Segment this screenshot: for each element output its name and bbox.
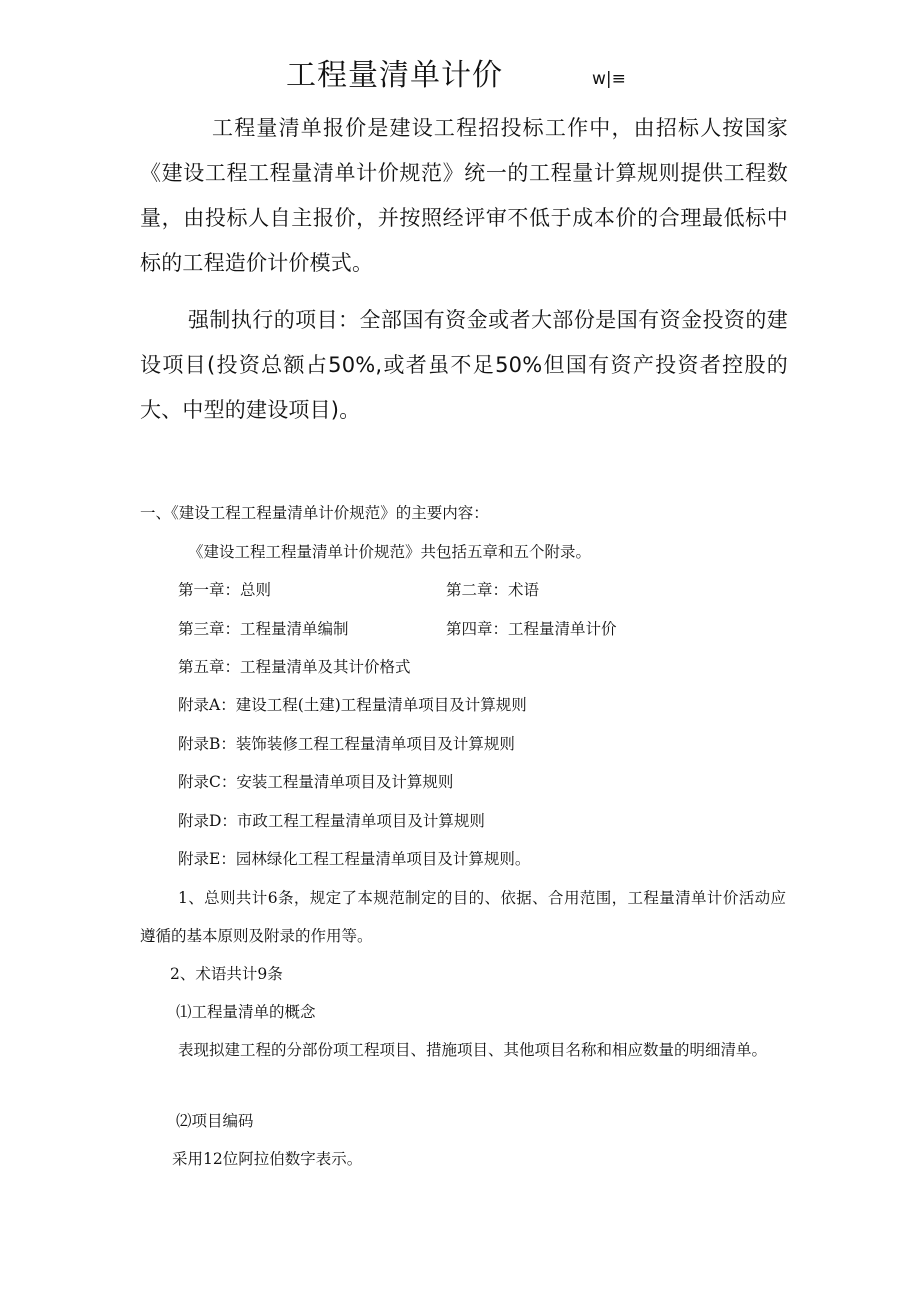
sub-1-title: ⑴工程量清单的概念 <box>176 1003 316 1021</box>
sub-2-text: 采用12位阿拉伯数字表示。 <box>172 1150 363 1168</box>
section-heading: 一、《建设工程工程量清单计价规范》的主要内容： <box>140 504 489 522</box>
chapter-5: 第五章：工程量清单及其计价格式 <box>178 658 411 676</box>
page-title: 工程量清单计价 <box>286 58 503 93</box>
appendix-a: 附录A：建设工程(土建)工程量清单项目及计算规则 <box>178 696 527 714</box>
appendix-c: 附录C：安装工程量清单项目及计算规则 <box>178 773 454 791</box>
sub-1-text: 表现拟建工程的分部份项工程项目、措施项目、其他项目名称和相应数量的明细清单。 <box>178 1041 768 1059</box>
appendix-d: 附录D：市政工程工程量清单项目及计算规则 <box>178 812 485 830</box>
item-1-text: 1、总则共计6条，规定了本规范制定的目的、依据、合用范围，工程量清单计价活动应遵循的基本原则及附录的作用等。 <box>140 889 786 945</box>
chapter-2: 第二章：术语 <box>446 581 540 599</box>
chapter-4: 第四章：工程量清单计价 <box>446 620 617 638</box>
title-mark: w|≡ <box>592 69 626 89</box>
intro-paragraph-2: 强制执行的项目：全部国有资金或者大部份是国有资金投资的建设项目(投资总额占50%,或者虽不足50%但国有资产投资者控股的大、中型的建设项目)。 <box>140 308 788 422</box>
chapter-1: 第一章：总则 <box>178 581 272 599</box>
section-summary: 《建设工程工程量清单计价规范》共包括五章和五个附录。 <box>188 543 592 561</box>
appendix-b: 附录B：装饰装修工程工程量清单项目及计算规则 <box>178 735 515 753</box>
intro-paragraph-1: 工程量清单报价是建设工程招投标工作中，由招标人按国家《建设工程工程量清单计价规范》统一的工程量计算规则提供工程数量，由投标人自主报价，并按照经评审不低于成本价的合理最低标中标的工程造价计价模式。 <box>140 116 788 275</box>
item-2-text: 2、术语共计9条 <box>170 965 283 983</box>
appendix-e: 附录E：园林绿化工程工程量清单项目及计算规则。 <box>178 850 531 868</box>
chapter-3: 第三章：工程量清单编制 <box>178 620 349 638</box>
title-row <box>0 56 920 102</box>
sub-2-title: ⑵项目编码 <box>176 1112 254 1130</box>
